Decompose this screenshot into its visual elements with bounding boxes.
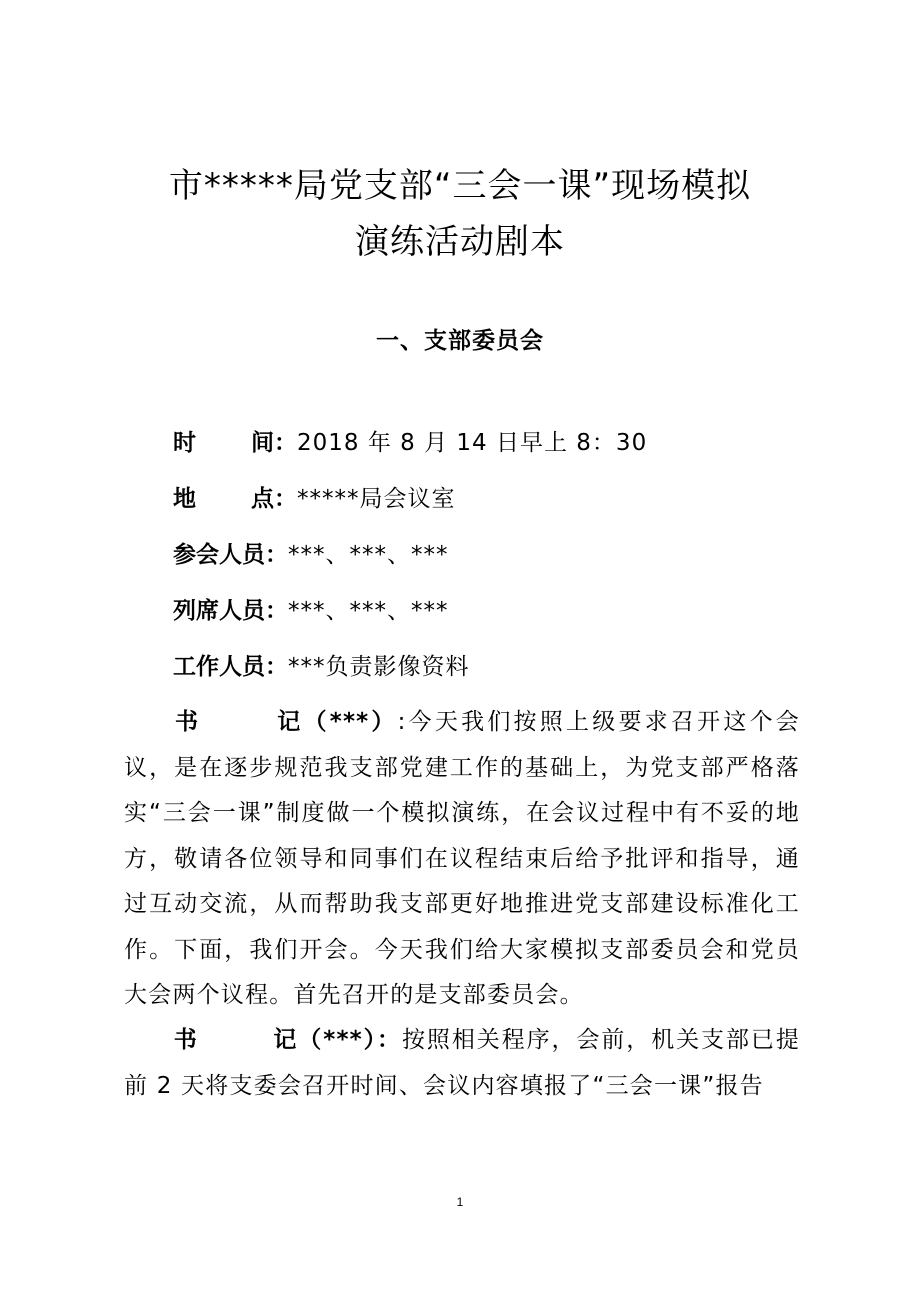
speech-paragraph-1 [124, 700, 800, 1019]
meeting-place-field [173, 483, 456, 515]
meeting-place-label-char2: 点： [251, 486, 297, 512]
page-number: 1 [456, 1195, 464, 1209]
attendees-field [173, 539, 449, 571]
meeting-time-label-char1: 时 [173, 430, 196, 456]
document-title-line-1: 市*****局党支部“三会一课”现场模拟 [168, 166, 752, 206]
speaker-label-1 [173, 709, 398, 735]
meeting-time-label [173, 427, 297, 459]
meeting-time-label-char2: 间： [251, 430, 297, 456]
observers-label: 列席人员： [173, 598, 288, 624]
observers-field [173, 595, 449, 627]
speaker-1-char1: 书 [173, 709, 202, 735]
speech-paragraph-2 [124, 1018, 800, 1109]
speaker-2-char2: 记（***）： [272, 1027, 402, 1053]
speaker-label-2 [173, 1027, 402, 1053]
observers-value: ***、***、*** [288, 598, 449, 624]
meeting-time-value: 2018 年 8 月 14 日早上 8：30 [297, 430, 648, 456]
meeting-place-label [173, 483, 297, 515]
speech-text-2: 按照相关程序，会前，机关支部已提前 2 天将支委会召开时间、会议内容填报了“三会一课”报告 [124, 1027, 801, 1099]
meeting-time-field [173, 427, 647, 459]
document-title-line-2: 演练活动剧本 [355, 222, 565, 262]
meeting-place-label-char1: 地 [173, 486, 196, 512]
section-heading: 一、支部委员会 [376, 328, 544, 354]
staff-value: ***负责影像资料 [288, 654, 470, 680]
staff-field [173, 651, 470, 683]
speech-text-1: :今天我们按照上级要求召开这个会议，是在逐步规范我支部党建工作的基础上，为党支部严格落实“三会一课”制度做一个模拟演练，在会议过程中有不妥的地方，敬请各位领导和同事们在议程结束后给予批评和指导，通过互动交流，从而帮助我支部更好地推进党支部建设标准化工作。下面，我们开会。今天我们给大家模拟支部委员会和党员大会两个议程。首先召开的是支部委员会。 [124, 709, 800, 1008]
speaker-1-char2: 记（***） [275, 709, 398, 735]
meeting-place-value: *****局会议室 [297, 486, 456, 512]
attendees-value: ***、***、*** [288, 542, 449, 568]
attendees-label: 参会人员： [173, 542, 288, 568]
speaker-2-char1: 书 [173, 1027, 199, 1053]
staff-label: 工作人员： [173, 654, 288, 680]
